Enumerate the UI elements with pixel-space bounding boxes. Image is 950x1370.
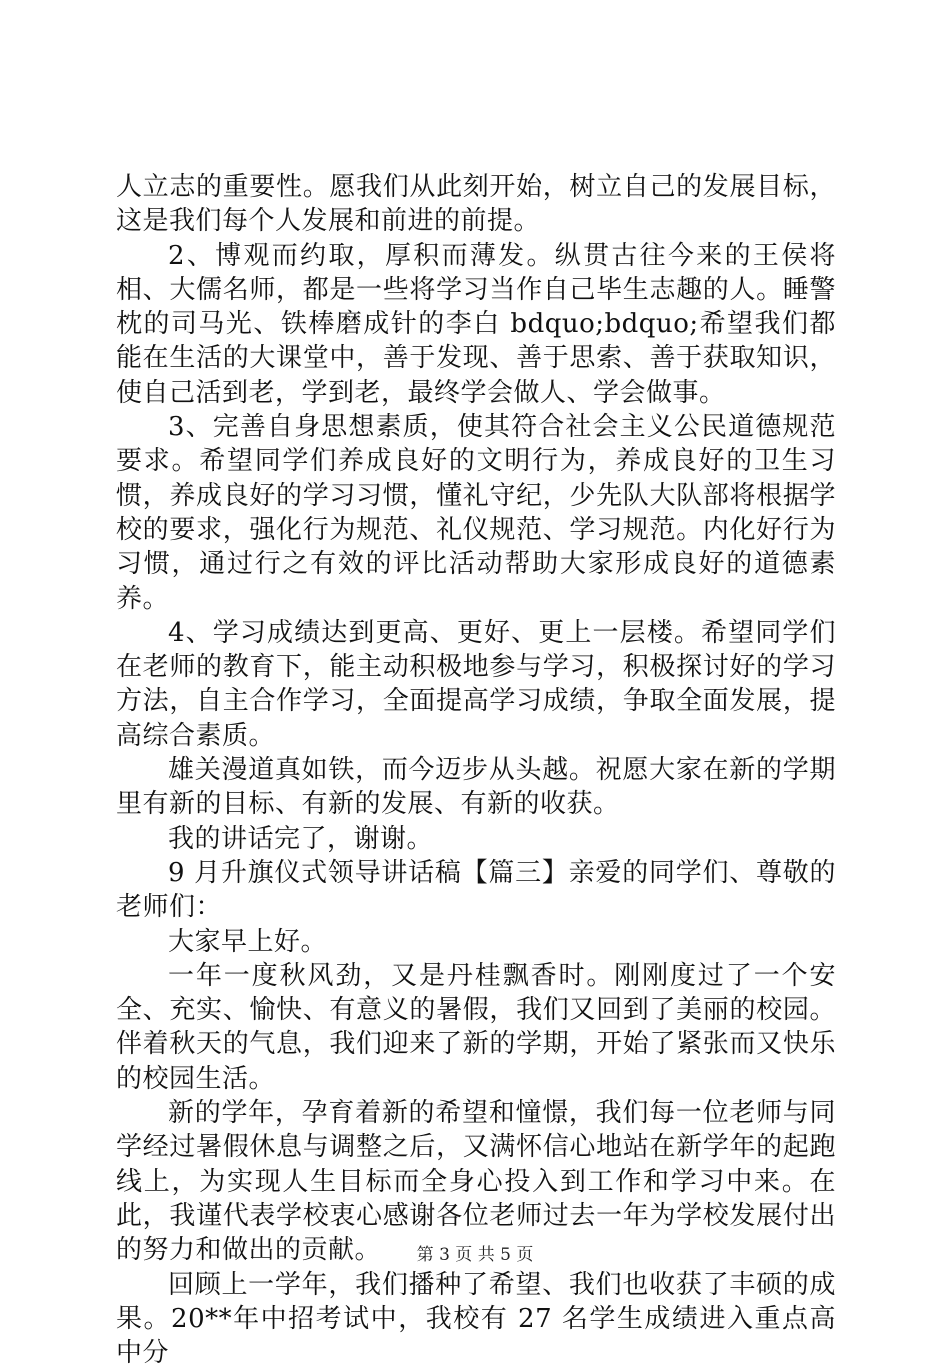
document-body <box>116 170 836 1370</box>
paragraph-point-2: 2、博观而约取，厚积而薄发。纵贯古往今来的王侯将相、大儒名师，都是一些将学习当作自己毕生志趣的人。睡警枕的司马光、铁棒磨成针的李白 bdquo;bdquo;希望我们都能在生活的大课堂中，善于发现、善于思索、善于获取知识，使自己活到老，学到老，最终学会做人、学会做事。 <box>116 239 836 410</box>
paragraph-autumn: 一年一度秋风劲，又是丹桂飘香时。刚刚度过了一个安全、充实、愉快、有意义的暑假，我们又回到了美丽的校园。伴着秋天的气息，我们迎来了新的学期，开始了紧张而又快乐的校园生活。 <box>116 959 836 1096</box>
paragraph-closing: 我的讲话完了，谢谢。 <box>116 822 836 856</box>
paragraph-point-3: 3、完善自身思想素质，使其符合社会主义公民道德规范要求。希望同学们养成良好的文明行为，养成良好的卫生习惯，养成良好的学习习惯，懂礼守纪，少先队大队部将根据学校的要求，强化行为规范、礼仪规范、学习规范。内化好行为习惯，通过行之有效的评比活动帮助大家形成良好的道德素养。 <box>116 410 836 616</box>
page-number-footer: 第 3 页 共 5 页 <box>0 1240 950 1265</box>
paragraph-greeting: 大家早上好。 <box>116 925 836 959</box>
paragraph-new-year: 新的学年，孕育着新的希望和憧憬，我们每一位老师与同学经过暑假休息与调整之后，又满怀信心地站在新学年的起跑线上，为实现人生目标而全身心投入到工作和学习中来。在此，我谨代表学校衷心感谢各位老师过去一年为学校发展付出的努力和做出的贡献。 <box>116 1096 836 1267</box>
paragraph-wish: 雄关漫道真如铁，而今迈步从头越。祝愿大家在新的学期里有新的目标、有新的发展、有新的收获。 <box>116 753 836 822</box>
paragraph-point-4: 4、学习成绩达到更高、更好、更上一层楼。希望同学们在老师的教育下，能主动积极地参与学习，积极探讨好的学习方法，自主合作学习，全面提高学习成绩，争取全面发展，提高综合素质。 <box>116 616 836 753</box>
paragraph-review: 回顾上一学年，我们播种了希望、我们也收获了丰硕的成果。20**年中招考试中，我校有 27 名学生成绩进入重点高中分 <box>116 1268 836 1370</box>
paragraph-section-title: 9 月升旗仪式领导讲话稿【篇三】亲爱的同学们、尊敬的老师们： <box>116 856 836 925</box>
paragraph-continuation: 人立志的重要性。愿我们从此刻开始，树立自己的发展目标，这是我们每个人发展和前进的前提。 <box>116 170 836 239</box>
